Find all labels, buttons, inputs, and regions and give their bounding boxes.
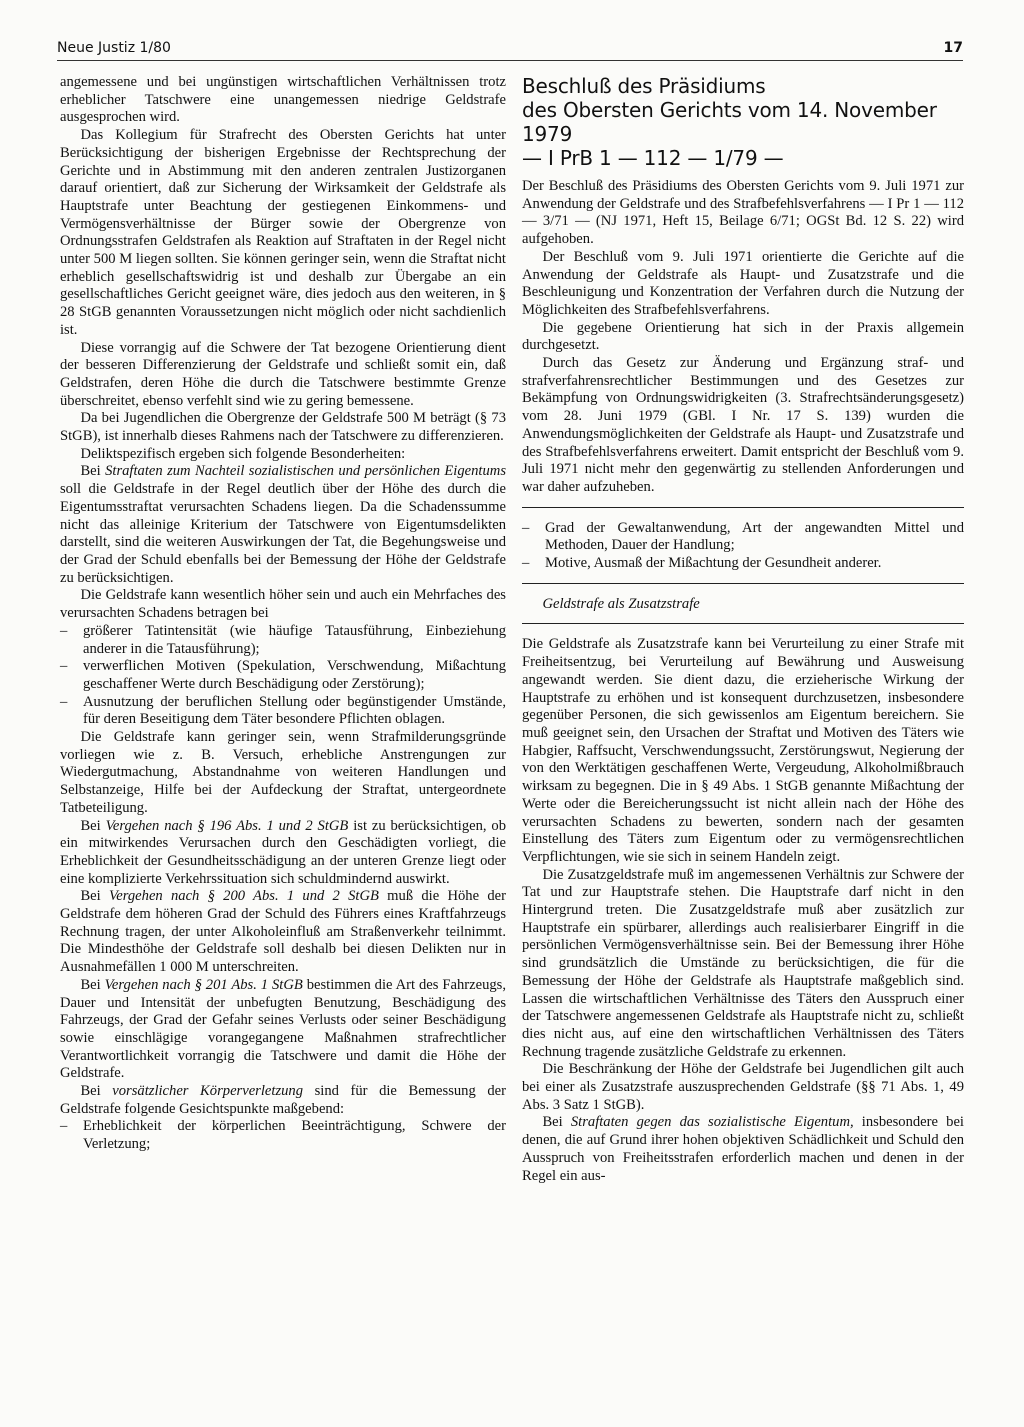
paragraph xyxy=(522,1114,964,1185)
emphasis: Vergehen nach § 200 Abs. 1 und 2 StGB xyxy=(108,888,379,905)
paragraph xyxy=(60,977,506,1083)
list-item-text: Ausnutzung der beruflichen Stellung oder begünstigender Umstände, für deren Beseitigung dem Täter besondere Pflichten oblagen. xyxy=(83,693,506,728)
paragraph: Die Geldstrafe als Zusatzstrafe kann bei Verurteilung zu einer Strafe mit Freiheitsentzug, bei Verurteilung auf Bewährung und Ausweisung angewandt werden. Sie dient dazu, die erzieherische Wirkung der Hauptstrafe zu erhöhen und ist konsequent durchzusetzen, insbesondere gegenüber Personen, die sich gewissenlos am Eigentum bereichern. Sie muß geeignet sein, den Ursachen der Straftat und Motiven des Täters wie Habgier, Raffsucht, Verschwendungssucht, Zerstörungswut, Negierung der von den Werktätigen geschaffenen Werte, Vergeudung, Alkoholmißbrauch wirksam zu begegnen. Die in § 49 Abs. 1 StGB genannte Mißachtung der Werte oder die Bereicherungssucht ist nicht allein nach der Höhe des verursachten Schadens zu bewerten, sondern nach der gesamten Einstellung des Täters zum Eigentum oder zu vermögensrechtlichen Verpflichtungen, wie sie sich in seinem Handeln zeigt. xyxy=(522,636,964,865)
section-rule xyxy=(522,583,964,584)
list-item-text: größerer Tatintensität (wie häufige Tatausführung, Einbeziehung anderer in die Tatausführung); xyxy=(83,622,506,657)
paragraph: Die Geldstrafe kann wesentlich höher sein und auch ein Mehrfaches des verursachten Schadens betragen bei xyxy=(60,587,506,622)
left-column xyxy=(60,74,506,1154)
right-column xyxy=(522,74,964,1185)
paragraph: Die Geldstrafe kann geringer sein, wenn Strafmilderungsgründe vorliegen wie z. B. Versuch, erhebliche Anstrengungen zur Wiedergutmachung, Abstandnahme von weiteren Handlungen und Selbstanzeige, Hilfe bei der Aufdeckung der Straftat, untergeordnete Tatbeteiligung. xyxy=(60,729,506,816)
emphasis: Vergehen nach § 201 Abs. 1 StGB xyxy=(104,976,303,993)
paragraph: Der Beschluß des Präsidiums des Obersten Gerichts vom 9. Juli 1971 zur Anwendung der Geldstrafe und des Strafbefehlsverfahrens — I Pr 1 — 112 — 3/71 — (NJ 1971, Heft 15, Beilage 6/71; OGSt Bd. 12 S. 22) wird aufgehoben. xyxy=(522,178,964,248)
heading-line: — I PrB 1 — 112 — 1/79 — xyxy=(522,146,784,170)
text-run: Bei xyxy=(80,888,109,905)
paragraph: angemessene und bei ungünstigen wirtschaftlichen Verhältnissen trotz erheblicher Tatschwere eine unangemessen niedrige Geldstrafe ausgesprochen wird. xyxy=(60,74,506,126)
paragraph: Die Beschränkung der Höhe der Geldstrafe bei Jugendlichen gilt auch bei einer als Zusatzstrafe auszusprechenden Geldstrafe (§§ 71 Abs. 1, 49 Abs. 3 Satz 1 StGB). xyxy=(522,1061,964,1113)
text-run: Bei xyxy=(80,1083,113,1100)
text-run: Bei xyxy=(542,1114,571,1131)
dash-list xyxy=(522,520,964,573)
page-number: 17 xyxy=(943,40,963,56)
list-item: – Ausnutzung der beruflichen Stellung oder begünstigender Umstände, für deren Beseitigung dem Täter besondere Pflichten oblagen. xyxy=(60,693,506,728)
dash-list xyxy=(60,623,506,729)
list-item: – Erheblichkeit der körperlichen Beeinträchtigung, Schwere der Verletzung; xyxy=(60,1118,506,1153)
section-rule xyxy=(522,507,964,508)
paragraph xyxy=(60,463,506,587)
text-run: bestimmen die Art des Fahrzeugs, Dauer und Intensität der unbefugten Benutzung, Beschädigung des Fahrzeugs, der Grad der Gefahr seines Verlusts oder seiner Beschädigung sowie einschlägige vorangegangene Maßnahmen strafrechtlicher Verantwortlichkeit vorrangig die Tatschwere und damit die Höhe der Geldstrafe. xyxy=(60,976,506,1082)
paragraph: Diese vorrangig auf die Schwere der Tat bezogene Orientierung dient der besseren Differenzierung der Geldstrafe und schließt somit ein, daß Geldstrafen, deren Höhe die durch die Tatschwere bestimmte Grenze überschreitet, ebenso verfehlt sind wie zu gering bemessene. xyxy=(60,339,506,409)
list-item: – Grad der Gewaltanwendung, Art der angewandten Mittel und Methoden, Dauer der Handlung; xyxy=(522,519,964,554)
section-rule xyxy=(522,623,964,624)
paragraph xyxy=(60,1083,506,1118)
list-item-text: Erheblichkeit der körperlichen Beeinträchtigung, Schwere der Verletzung; xyxy=(83,1118,506,1153)
text-run: ist zu berücksichtigen, ob ein mitwirkendes Verursachen durch den Geschädigten vorliegt, die Erheblichkeit der Gesundheitsschädigung an der unteren Grenze liegt oder eine komplizierte Verkehrssituation sich schuldmindernd auswirkt. xyxy=(60,817,507,887)
paragraph: Da bei Jugendlichen die Obergrenze der Geldstrafe 500 M beträgt (§ 73 StGB), ist innerhalb dieses Rahmens nach der Tatschwere zu differenzieren. xyxy=(60,410,506,445)
text-run: Bei xyxy=(80,463,106,480)
heading-line: Beschluß des Präsidiums xyxy=(522,74,766,98)
paragraph: Der Beschluß vom 9. Juli 1971 orientierte die Gerichte auf die Anwendung der Geldstrafe als Haupt- und Zusatzstrafe und die Beschleunigung und Konzentration der Verfahren durch die Nutzung der Möglichkeiten des Strafbefehlsverfahrens. xyxy=(522,248,964,318)
page-header xyxy=(57,38,963,62)
heading-line: des Obersten Gerichts vom 14. November 1979 xyxy=(522,98,937,146)
paragraph: Deliktspezifisch ergeben sich folgende Besonderheiten: xyxy=(80,445,406,462)
paragraph: Die Zusatzgeldstrafe muß im angemessenen Verhältnis zur Schwere der Tat und zur Hauptstrafe stehen. Die Hauptstrafe darf nicht in den Hintergrund treten. Die Zusatzgeldstrafe muß aber zusätzlich zur Hauptstrafe ein spürbarer, allerdings auch realisierbarer Eingriff in die persönlichen Vermögensverhältnisse sein. Bei der Bemessung ihrer Höhe sind grundsätzlich die Umstände zu berücksichtigen, die für die Bemessung der Höhe der Geldstrafe als Hauptstrafe maßgeblich sind. Lassen die wirtschaftlichen Verhältnisse des Täters den Ausspruch einer der Tatschwere angemessenen Geldstrafe als Hauptstrafe nicht zu, schließt dies nicht aus, auf eine den wirtschaftlichen Verhältnissen des Täters Rechnung tragende zusätzliche Geldstrafe zu erkennen. xyxy=(522,866,964,1060)
emphasis: Straftaten gegen das sozialistische Eigentum, xyxy=(570,1114,854,1131)
journal-issue: Neue Justiz 1/80 xyxy=(57,40,171,56)
text-run: Bei xyxy=(80,817,106,834)
list-item-text: Grad der Gewaltanwendung, Art der angewandten Mittel und Methoden, Dauer der Handlung; xyxy=(545,519,964,554)
paragraph: Das Kollegium für Strafrecht des Obersten Gerichts hat unter Berücksichtigung der bisherigen Ergebnisse der Rechtsprechung der Gerichte und in Abstimmung mit den anderen zentralen Justizorganen darauf orientiert, daß zur Sicherung der Wirksamkeit der Geldstrafe als Hauptstrafe unter Beachtung der gestiegenen Einkommens- und Vermögensverhältnisse der Bürger sowie der Obergrenze von Ordnungsstrafen Geldstrafen als Reaktion auf Straftaten in der Regel nicht unter 500 M liegen sollten. Sie können geringer sein, wenn die Straftat nicht erheblich gesellschaftswidrig ist und deshalb zur Übergabe an ein gesellschaftliches Gericht geeignet wäre, dies jedoch aus den weiteren, in § 28 StGB genannten Voraussetzungen nicht möglich oder nicht sachdienlich ist. xyxy=(60,127,506,338)
text-run: insbesondere bei denen, die auf Grund ihrer hohen objektiven Schädlichkeit und Schuld den Ausspruch von Freiheitsstrafen erforderlich machen und denen in der Regel ein aus- xyxy=(522,1114,964,1184)
header-rule xyxy=(57,60,963,61)
emphasis: Straftaten zum Nachteil sozialistischen und persönlichen Eigentums xyxy=(105,463,507,480)
emphasis: Vergehen nach § 196 Abs. 1 und 2 StGB xyxy=(105,817,349,834)
list-item: – Motive, Ausmaß der Mißachtung der Gesundheit anderer. xyxy=(522,555,882,572)
decision-heading xyxy=(522,74,964,170)
list-item-text: Motive, Ausmaß der Mißachtung der Gesundheit anderer. xyxy=(545,555,882,572)
paragraph xyxy=(60,818,506,889)
list-item: – größerer Tatintensität (wie häufige Tatausführung, Einbeziehung anderer in die Tatausführung); xyxy=(60,622,506,657)
paragraph xyxy=(60,888,506,977)
text-run: soll die Geldstrafe in der Regel deutlich über der Höhe des durch die Eigentumsstraftat verursachten Schadens liegen. Da die Schadenssumme nicht das alleinige Kriterium der Tatschwere von Eigentumsdelikten darstellt, sind die weiteren Auswirkungen der Tat, die Begehungsweise und der Grad der Schuld ebenfalls bei der Bemessung der Höhe der Geldstrafe zu berücksichtigen. xyxy=(60,481,506,586)
paragraph: Durch das Gesetz zur Änderung und Ergänzung straf- und strafverfahrensrechtlicher Bestimmungen und des Gesetzes zur Bekämpfung von Ordnungswidrigkeiten (3. Strafrechtsänderungsgesetz) vom 28. Juni 1979 (GBl. I Nr. 17 S. 139) wurden die Anwendungsmöglichkeiten der Geldstrafe als Haupt- und Zusatzstrafe und des Strafbefehlsverfahrens erweitert. Damit entspricht der Beschluß vom 9. Juli 1971 nicht mehr den gegenwärtig zu stellenden Anforderungen und war daher aufzuheben. xyxy=(522,355,964,495)
dash-list xyxy=(60,1118,506,1153)
list-item-text: verwerflichen Motiven (Spekulation, Verschwendung, Mißachtung geschaffener Werte durch Beschädigung oder Zerstörung); xyxy=(83,658,506,692)
text-run: Bei xyxy=(80,976,105,993)
paragraph: Die gegebene Orientierung hat sich in der Praxis allgemein durchgesetzt. xyxy=(522,319,964,354)
text-run: muß die Höhe der Geldstrafe dem höheren Grad der Schuld des Führers eines Kraftfahrzeugs Rechnung tragen, der unter Alkoholeinfluß am Straßenverkehr teilnimmt. Die Mindesthöhe der Geldstrafe soll deshalb bei diesen Delikten nur in Ausnahmefällen 1 000 M unterschreiten. xyxy=(60,888,506,976)
text-run: sind für die Bemessung der Geldstrafe folgende Gesichtspunkte maßgebend: xyxy=(60,1083,506,1117)
emphasis: vorsätzlicher Körperverletzung xyxy=(112,1083,304,1100)
list-item: – verwerflichen Motiven (Spekulation, Verschwendung, Mißachtung geschaffener Werte durch Beschädigung oder Zerstörung); xyxy=(60,658,506,692)
section-subheading: Geldstrafe als Zusatzstrafe xyxy=(542,595,700,612)
